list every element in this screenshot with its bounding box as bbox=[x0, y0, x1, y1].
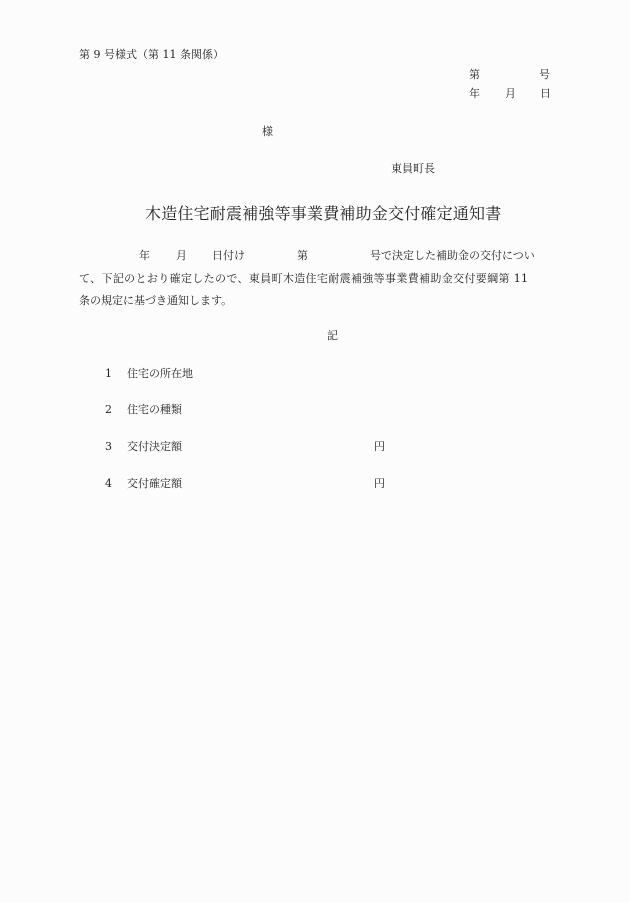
recipient-honorific: 様 bbox=[262, 125, 273, 138]
item-number: 4 bbox=[105, 477, 112, 490]
body-month-label: 月 bbox=[176, 249, 187, 262]
item-number: 3 bbox=[105, 440, 112, 453]
issuer-name: 東員町長 bbox=[391, 162, 435, 175]
issue-number-label: 第 bbox=[469, 68, 480, 81]
item-number: 2 bbox=[105, 403, 112, 416]
date-month-label: 月 bbox=[505, 87, 516, 100]
date-day-label: 日 bbox=[540, 87, 551, 100]
body-dated-label: 日付け bbox=[212, 249, 245, 262]
item-unit-yen: 円 bbox=[374, 477, 385, 490]
body-line3-text: 条の規定に基づき通知します。 bbox=[79, 294, 233, 307]
body-year-label: 年 bbox=[139, 249, 150, 262]
form-number: 第 9 号様式（第 11 条関係） bbox=[79, 48, 224, 61]
body-number-prefix: 第 bbox=[297, 249, 308, 262]
item-number: 1 bbox=[105, 367, 112, 380]
ki-heading: 記 bbox=[327, 329, 338, 342]
item-label: 交付決定額 bbox=[127, 440, 182, 453]
body-line1-text: 号で決定した補助金の交付につい bbox=[370, 249, 535, 262]
date-year-label: 年 bbox=[469, 87, 480, 100]
item-label: 交付確定額 bbox=[127, 477, 182, 490]
document-title: 木造住宅耐震補強等事業費補助金交付確定通知書 bbox=[145, 204, 502, 223]
item-unit-yen: 円 bbox=[374, 440, 385, 453]
item-label: 住宅の種類 bbox=[127, 403, 182, 416]
item-label: 住宅の所在地 bbox=[127, 367, 193, 380]
issue-number-suffix: 号 bbox=[539, 68, 550, 81]
body-line2-text: て、下記のとおり確定したので、東員町木造住宅耐震補強等事業費補助金交付要綱第 11 bbox=[79, 272, 529, 285]
